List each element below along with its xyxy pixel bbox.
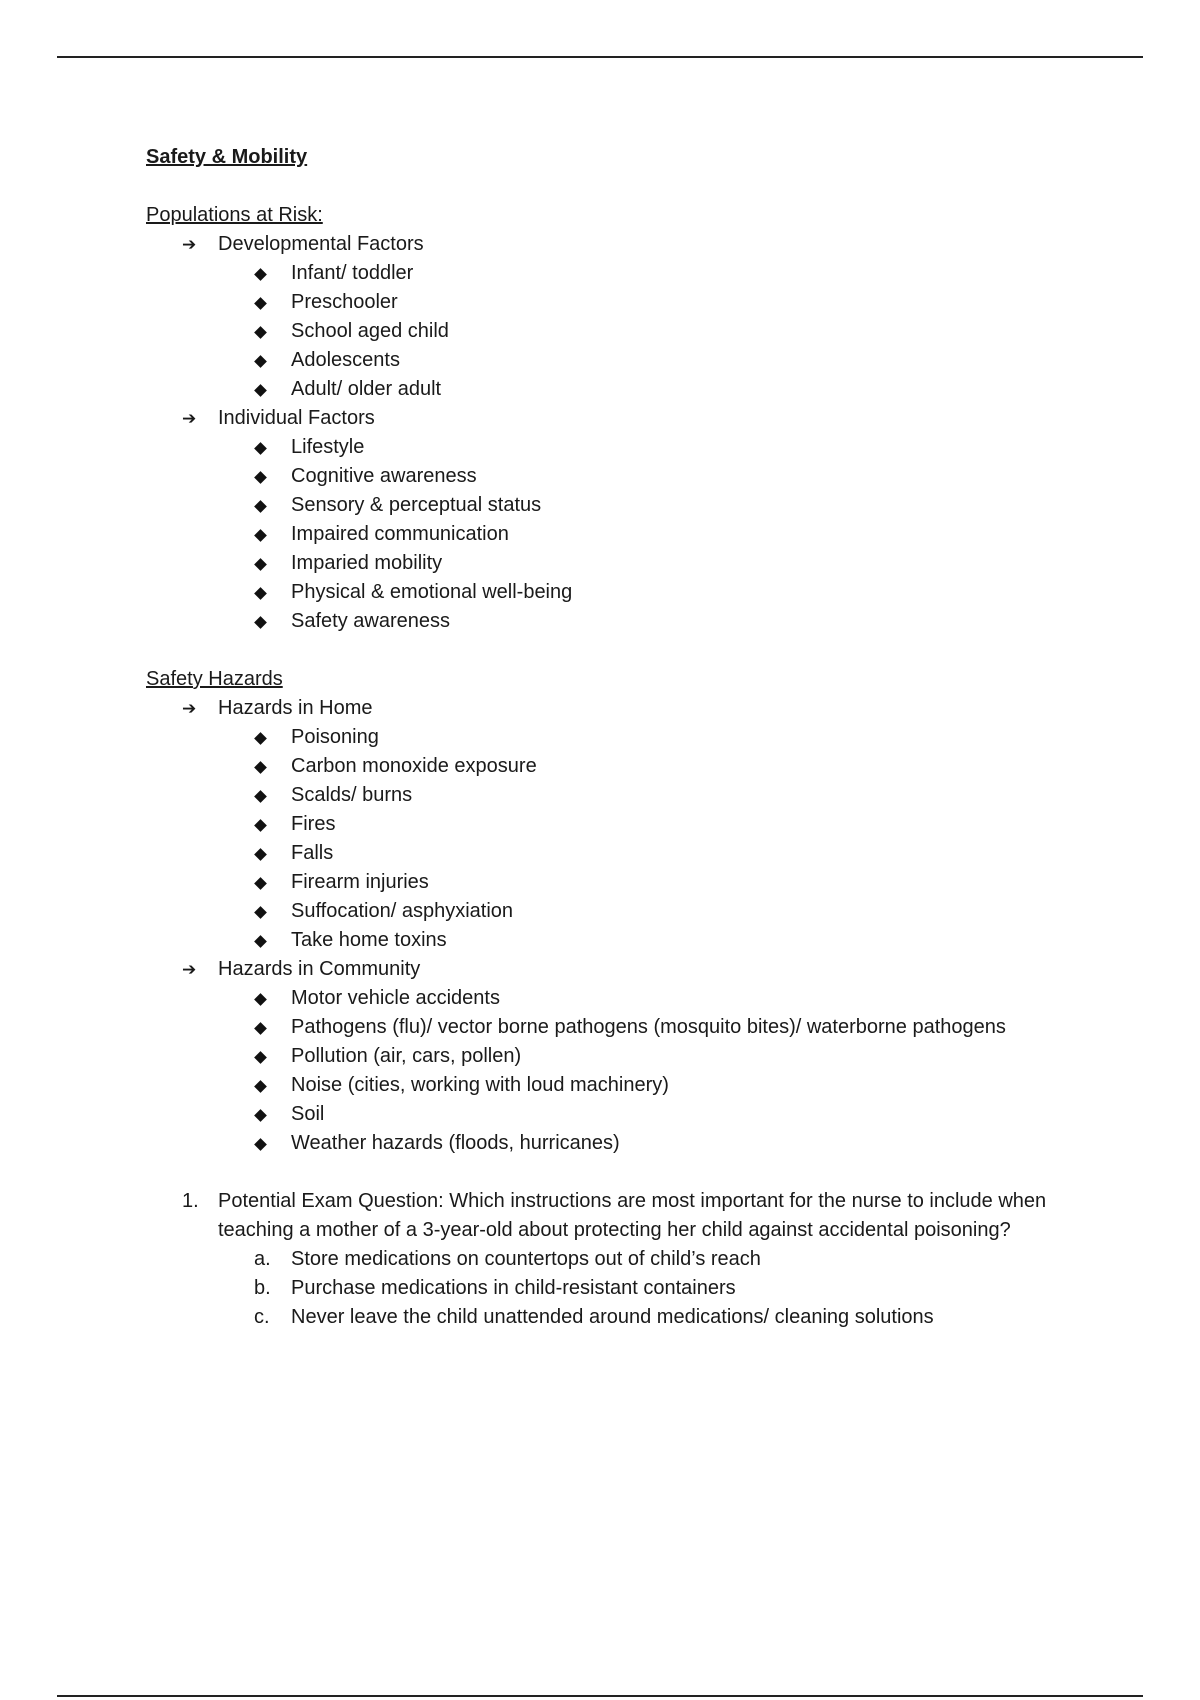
item-text: Weather hazards (floods, hurricanes) (291, 1132, 620, 1154)
bottom-rule (57, 1695, 1143, 1697)
exam-question-list (146, 1187, 1106, 1332)
answer-text: Never leave the child unattended around medications/ cleaning solutions (291, 1306, 934, 1328)
arrow-bullet-icon: ➔ (182, 699, 197, 718)
list-item (146, 1071, 1106, 1100)
section-heading-populations: Populations at Risk: (146, 204, 323, 226)
developmental-items (218, 259, 1106, 404)
item-text: Soil (291, 1103, 325, 1125)
answer-text: Purchase medications in child-resistant containers (291, 1277, 736, 1299)
arrow-bullet-icon: ➔ (182, 409, 197, 428)
list-item (146, 259, 1106, 288)
diamond-bullet-icon (254, 616, 267, 629)
section-heading-safety-hazards: Safety Hazards (146, 668, 283, 690)
list-item (146, 752, 1106, 781)
group-label: Hazards in Community (218, 958, 421, 980)
item-text: Poisoning (291, 726, 379, 748)
item-text: Carbon monoxide exposure (291, 755, 537, 777)
item-text: Firearm injuries (291, 871, 429, 893)
answer-letter: c. (254, 1306, 270, 1328)
diamond-bullet-icon (254, 587, 267, 600)
diamond-bullet-icon (254, 355, 267, 368)
answer-item (146, 1303, 1106, 1332)
answer-letter: a. (254, 1248, 271, 1270)
list-item (146, 578, 1106, 607)
diamond-bullet-icon (254, 1138, 267, 1151)
question-number: 1. (182, 1190, 199, 1212)
spacer (146, 172, 1106, 201)
diamond-bullet-icon (254, 471, 267, 484)
list-item (146, 897, 1106, 926)
item-text: Infant/ toddler (291, 262, 414, 284)
list-item (146, 520, 1106, 549)
list-item (146, 433, 1106, 462)
diamond-bullet-icon (254, 384, 267, 397)
arrow-bullet-icon: ➔ (182, 960, 197, 979)
diamond-bullet-icon (254, 1109, 267, 1122)
list-item (146, 926, 1106, 955)
arrow-bullet-icon: ➔ (182, 235, 197, 254)
diamond-bullet-icon (254, 732, 267, 745)
group-label: Individual Factors (218, 407, 375, 429)
answer-list (218, 1245, 1106, 1332)
item-text: Imparied mobility (291, 552, 443, 574)
item-text: School aged child (291, 320, 449, 342)
item-text: Sensory & perceptual status (291, 494, 542, 516)
list-item (146, 839, 1106, 868)
item-text: Impaired communication (291, 523, 509, 545)
list-item (146, 607, 1106, 636)
diamond-bullet-icon (254, 790, 267, 803)
diamond-bullet-icon (254, 558, 267, 571)
list-item (146, 375, 1106, 404)
item-text: Fires (291, 813, 336, 835)
group-label: Hazards in Home (218, 697, 373, 719)
item-text: Suffocation/ asphyxiation (291, 900, 514, 922)
individual-items (218, 433, 1106, 636)
exam-question (146, 1187, 1106, 1332)
item-text: Take home toxins (291, 929, 447, 951)
spacer (146, 1158, 1106, 1187)
diamond-bullet-icon (254, 993, 267, 1006)
list-item (146, 984, 1106, 1013)
item-text: Safety awareness (291, 610, 450, 632)
group-label: Developmental Factors (218, 233, 424, 255)
list-item (146, 549, 1106, 578)
question-text: Potential Exam Question: Which instructions are most important for the nurse to include when teaching a mother of a 3-year-old about protecting her child against accidental poisoning? (218, 1190, 1047, 1241)
list-item (146, 288, 1106, 317)
list-item (146, 781, 1106, 810)
item-text: Lifestyle (291, 436, 365, 458)
group-individual-factors (146, 404, 1106, 636)
group-hazards-in-home (146, 694, 1106, 955)
item-text: Noise (cities, working with loud machinery) (291, 1074, 669, 1096)
answer-letter: b. (254, 1277, 271, 1299)
list-item (146, 317, 1106, 346)
group-hazards-in-community (146, 955, 1106, 1158)
list-item (146, 1129, 1106, 1158)
diamond-bullet-icon (254, 1022, 267, 1035)
diamond-bullet-icon (254, 761, 267, 774)
item-text: Motor vehicle accidents (291, 987, 500, 1009)
list-item (146, 868, 1106, 897)
document-title: Safety & Mobility (146, 146, 308, 168)
list-item (146, 1042, 1106, 1071)
diamond-bullet-icon (254, 819, 267, 832)
diamond-bullet-icon (254, 906, 267, 919)
diamond-bullet-icon (254, 848, 267, 861)
diamond-bullet-icon (254, 1080, 267, 1093)
list-item (146, 346, 1106, 375)
list-item (146, 491, 1106, 520)
group-developmental-factors (146, 230, 1106, 404)
document-body (146, 143, 1106, 1332)
item-text: Pollution (air, cars, pollen) (291, 1045, 522, 1067)
diamond-bullet-icon (254, 500, 267, 513)
diamond-bullet-icon (254, 326, 267, 339)
diamond-bullet-icon (254, 442, 267, 455)
item-text: Physical & emotional well-being (291, 581, 573, 603)
item-text: Preschooler (291, 291, 398, 313)
top-rule (57, 56, 1143, 58)
answer-text: Store medications on countertops out of child’s reach (291, 1248, 761, 1270)
list-item (146, 810, 1106, 839)
diamond-bullet-icon (254, 297, 267, 310)
item-text: Falls (291, 842, 334, 864)
populations-list (146, 230, 1106, 636)
item-text: Adolescents (291, 349, 400, 371)
item-text: Cognitive awareness (291, 465, 477, 487)
answer-item (146, 1274, 1106, 1303)
list-item (146, 1013, 1106, 1042)
diamond-bullet-icon (254, 877, 267, 890)
item-text: Scalds/ burns (291, 784, 413, 806)
hazards-list (146, 694, 1106, 1158)
item-text: Pathogens (flu)/ vector borne pathogens (mosquito bites)/ waterborne pathogens (291, 1016, 1006, 1038)
diamond-bullet-icon (254, 1051, 267, 1064)
answer-item (146, 1245, 1106, 1274)
diamond-bullet-icon (254, 268, 267, 281)
spacer (146, 636, 1106, 665)
community-hazard-items (218, 984, 1106, 1158)
list-item (146, 462, 1106, 491)
diamond-bullet-icon (254, 935, 267, 948)
list-item (146, 723, 1106, 752)
item-text: Adult/ older adult (291, 378, 442, 400)
diamond-bullet-icon (254, 529, 267, 542)
home-hazard-items (218, 723, 1106, 955)
list-item (146, 1100, 1106, 1129)
